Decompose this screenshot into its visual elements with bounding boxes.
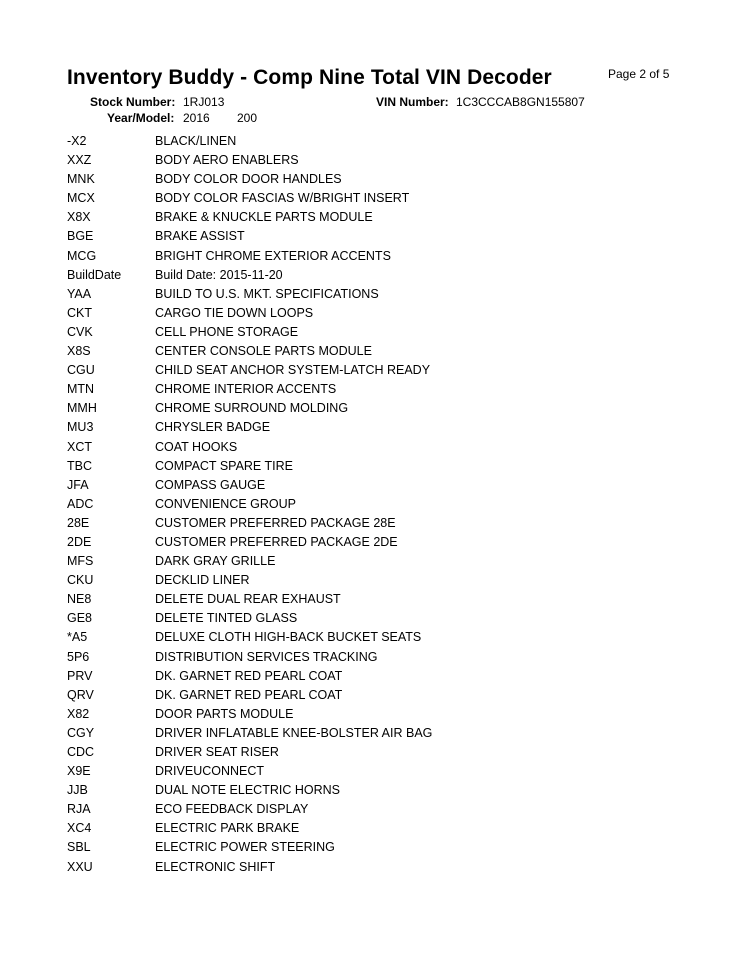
option-description: Build Date: 2015-11-20 <box>155 267 283 282</box>
code-row <box>67 516 687 535</box>
option-description: CHRYSLER BADGE <box>155 420 271 435</box>
option-code: SBL <box>67 840 91 855</box>
option-description: ELECTRIC POWER STEERING <box>155 840 335 855</box>
option-code: NE8 <box>67 592 92 607</box>
option-description: CHROME INTERIOR ACCENTS <box>155 382 337 397</box>
code-row <box>67 401 687 420</box>
option-description: BLACK/LINEN <box>155 134 237 148</box>
option-code: XCT <box>67 439 92 454</box>
option-code: MTN <box>67 382 95 397</box>
code-row <box>67 153 687 172</box>
option-description: DRIVER SEAT RISER <box>155 745 279 759</box>
code-row <box>67 554 687 573</box>
model-value: 200 <box>237 111 258 125</box>
document-title: Inventory Buddy - Comp Nine Total VIN Decoder <box>67 66 552 89</box>
option-code: XXZ <box>67 153 92 168</box>
option-code: X8X <box>67 210 91 225</box>
code-row <box>67 688 687 707</box>
code-row <box>67 535 687 554</box>
option-description: DUAL NOTE ELECTRIC HORNS <box>155 783 340 798</box>
option-description: CELL PHONE STORAGE <box>155 324 299 339</box>
option-description: CARGO TIE DOWN LOOPS <box>155 305 314 320</box>
option-description: DELETE DUAL REAR EXHAUST <box>155 592 341 607</box>
option-description: DELETE TINTED GLASS <box>155 611 298 626</box>
code-row <box>67 229 687 248</box>
option-description: BODY AERO ENABLERS <box>155 153 299 168</box>
option-code: TBC <box>67 458 92 473</box>
option-description: ELECTRONIC SHIFT <box>155 859 276 874</box>
option-description: COAT HOOKS <box>155 439 238 454</box>
code-row <box>67 669 687 688</box>
option-description: DK. GARNET RED PEARL COAT <box>155 687 343 702</box>
option-code: 28E <box>67 515 90 530</box>
page-number: Page 2 of 5 <box>608 67 670 81</box>
code-row <box>67 592 687 611</box>
option-code: CKT <box>67 305 92 320</box>
option-code-list <box>67 134 687 879</box>
option-code: MNK <box>67 172 95 187</box>
option-code: -X2 <box>67 134 87 148</box>
option-description: BRIGHT CHROME EXTERIOR ACCENTS <box>155 248 391 263</box>
option-code: BuildDate <box>67 267 122 282</box>
code-row <box>67 268 687 287</box>
option-description: DRIVEUCONNECT <box>155 764 265 779</box>
code-row <box>67 478 687 497</box>
vin-number-value: 1C3CCCAB8GN155807 <box>456 95 585 109</box>
vin-number-label: VIN Number: <box>376 95 449 109</box>
option-code: CGY <box>67 725 95 740</box>
code-row <box>67 630 687 649</box>
code-row <box>67 191 687 210</box>
code-row <box>67 707 687 726</box>
code-row <box>67 497 687 516</box>
code-row <box>67 840 687 859</box>
option-code: GE8 <box>67 611 93 626</box>
option-description: BODY COLOR FASCIAS W/BRIGHT INSERT <box>155 191 410 206</box>
option-code: XXU <box>67 859 93 874</box>
option-description: CONVENIENCE GROUP <box>155 496 296 511</box>
option-code: MCG <box>67 248 97 263</box>
code-row <box>67 382 687 401</box>
option-description: BRAKE & KNUCKLE PARTS MODULE <box>155 210 373 225</box>
option-code: PRV <box>67 668 93 683</box>
code-row <box>67 611 687 630</box>
option-description: DOOR PARTS MODULE <box>155 706 294 721</box>
code-row <box>67 325 687 344</box>
year-model-label: Year/Model: <box>107 111 175 125</box>
option-code: *A5 <box>67 630 88 645</box>
option-code: JJB <box>67 783 88 798</box>
option-description: ELECTRIC PARK BRAKE <box>155 821 300 836</box>
code-row <box>67 459 687 478</box>
option-description: BODY COLOR DOOR HANDLES <box>155 172 342 187</box>
code-row <box>67 249 687 268</box>
code-row <box>67 650 687 669</box>
code-row <box>67 726 687 745</box>
stock-number-label: Stock Number: <box>90 95 176 109</box>
option-code: X82 <box>67 706 90 721</box>
code-row <box>67 764 687 783</box>
option-description: BRAKE ASSIST <box>155 229 245 244</box>
option-code: QRV <box>67 687 94 702</box>
code-row <box>67 363 687 382</box>
code-row <box>67 172 687 191</box>
option-code: CDC <box>67 745 95 759</box>
code-row <box>67 210 687 229</box>
option-code: XC4 <box>67 821 92 836</box>
code-row <box>67 802 687 821</box>
code-row <box>67 745 687 764</box>
option-code: X9E <box>67 764 91 779</box>
option-code: JFA <box>67 477 89 492</box>
option-description: CUSTOMER PREFERRED PACKAGE 2DE <box>155 534 398 549</box>
option-description: DRIVER INFLATABLE KNEE-BOLSTER AIR BAG <box>155 725 433 740</box>
option-description: CHROME SURROUND MOLDING <box>155 401 349 416</box>
code-row <box>67 783 687 802</box>
option-code: MCX <box>67 191 95 206</box>
option-description: CHILD SEAT ANCHOR SYSTEM-LATCH READY <box>155 363 431 378</box>
option-code: BGE <box>67 229 94 244</box>
option-description: DECKLID LINER <box>155 573 250 588</box>
option-description: DK. GARNET RED PEARL COAT <box>155 668 343 683</box>
option-description: BUILD TO U.S. MKT. SPECIFICATIONS <box>155 286 379 301</box>
code-row <box>67 420 687 439</box>
option-description: CUSTOMER PREFERRED PACKAGE 28E <box>155 515 396 530</box>
option-code: CVK <box>67 324 93 339</box>
option-code: MU3 <box>67 420 94 435</box>
option-code: ADC <box>67 496 94 511</box>
code-row <box>67 573 687 592</box>
option-description: DISTRIBUTION SERVICES TRACKING <box>155 649 378 664</box>
option-description: COMPASS GAUGE <box>155 477 266 492</box>
option-code: YAA <box>67 286 92 301</box>
option-description: ECO FEEDBACK DISPLAY <box>155 802 309 817</box>
code-row <box>67 821 687 840</box>
code-row <box>67 306 687 325</box>
option-code: 2DE <box>67 534 92 549</box>
option-code: 5P6 <box>67 649 90 664</box>
option-description: DARK GRAY GRILLE <box>155 554 276 569</box>
code-row <box>67 440 687 459</box>
code-row <box>67 860 687 879</box>
option-description: CENTER CONSOLE PARTS MODULE <box>155 344 372 359</box>
option-code: RJA <box>67 802 91 817</box>
option-code: CKU <box>67 573 94 588</box>
stock-number-value: 1RJ013 <box>183 95 225 109</box>
option-description: COMPACT SPARE TIRE <box>155 458 293 473</box>
code-row <box>67 287 687 306</box>
option-code: MMH <box>67 401 97 416</box>
option-code: MFS <box>67 554 94 569</box>
option-description: DELUXE CLOTH HIGH-BACK BUCKET SEATS <box>155 630 422 645</box>
year-value: 2016 <box>183 111 210 125</box>
option-code: CGU <box>67 363 95 378</box>
code-row <box>67 134 687 153</box>
option-code: X8S <box>67 344 91 359</box>
code-row <box>67 344 687 363</box>
